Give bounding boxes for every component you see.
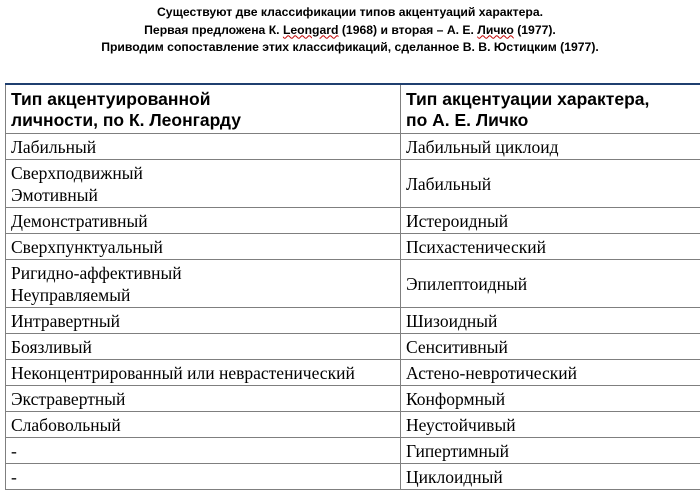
comparison-table [5,83,700,490]
intro-line-3: Приводим сопоставление этих классификаций, сделанное В. В. Юстицким (1977). [101,40,599,54]
table-row [6,464,700,490]
cell-lichko-type: Сенситивный [401,334,700,360]
cell-leonhard-type: Слабовольный [6,412,401,438]
table-row [6,160,700,208]
cell-lichko-type: Эпилептоидный [401,260,700,308]
cell-lichko-type: Лабильный циклоид [401,134,700,160]
cell-leonhard-type: Демонстративный [6,208,401,234]
cell-lichko-type: Истероидный [401,208,700,234]
cell-lichko-type: Лабильный [401,160,700,208]
cell-lichko-type: Шизоидный [401,308,700,334]
cell-leonhard-type: Боязливый [6,334,401,360]
table-row [6,134,700,160]
table-row [6,412,700,438]
table-row [6,234,700,260]
cell-lichko-type: Психастенический [401,234,700,260]
intro-line-1: Существуют две классификации типов акцентуаций характера. [156,5,544,19]
cell-leonhard-type: Ригидно-аффективный Неуправляемый [6,260,401,308]
cell-leonhard-type: Неконцентрированный или неврастенический [6,360,401,386]
cell-leonhard-type: Сверхпунктуальный [6,234,401,260]
header-lichko: Тип акцентуации характера, по А. Е. Личко [401,84,700,134]
table-row [6,334,700,360]
cell-leonhard-type: - [6,438,401,464]
cell-lichko-type: Конформный [401,386,700,412]
spellcheck-word: Личко [477,22,514,37]
cell-lichko-type: Гипертимный [401,438,700,464]
table-row [6,308,700,334]
table-body [6,134,700,490]
table-row [6,386,700,412]
table-header-row [6,84,700,134]
table-row [6,260,700,308]
header-leonhard: Тип акцентуированной личности, по К. Леонгарду [6,84,401,134]
table-row [6,208,700,234]
cell-leonhard-type: Интравертный [6,308,401,334]
cell-leonhard-type: - [6,464,401,490]
cell-lichko-type: Циклоидный [401,464,700,490]
spellcheck-word: Leongard [282,22,339,37]
cell-lichko-type: Астено-невротический [401,360,700,386]
table-row [6,438,700,464]
cell-leonhard-type: Лабильный [6,134,401,160]
cell-leonhard-type: Экстравертный [6,386,401,412]
cell-lichko-type: Неустойчивый [401,412,700,438]
cell-leonhard-type: Сверхподвижный Эмотивный [6,160,401,208]
intro-text [0,4,700,57]
table-row [6,360,700,386]
intro-line-2: Первая предложена К. Leongard (1968) и вторая – А. Е. Личко (1977). [144,22,556,37]
